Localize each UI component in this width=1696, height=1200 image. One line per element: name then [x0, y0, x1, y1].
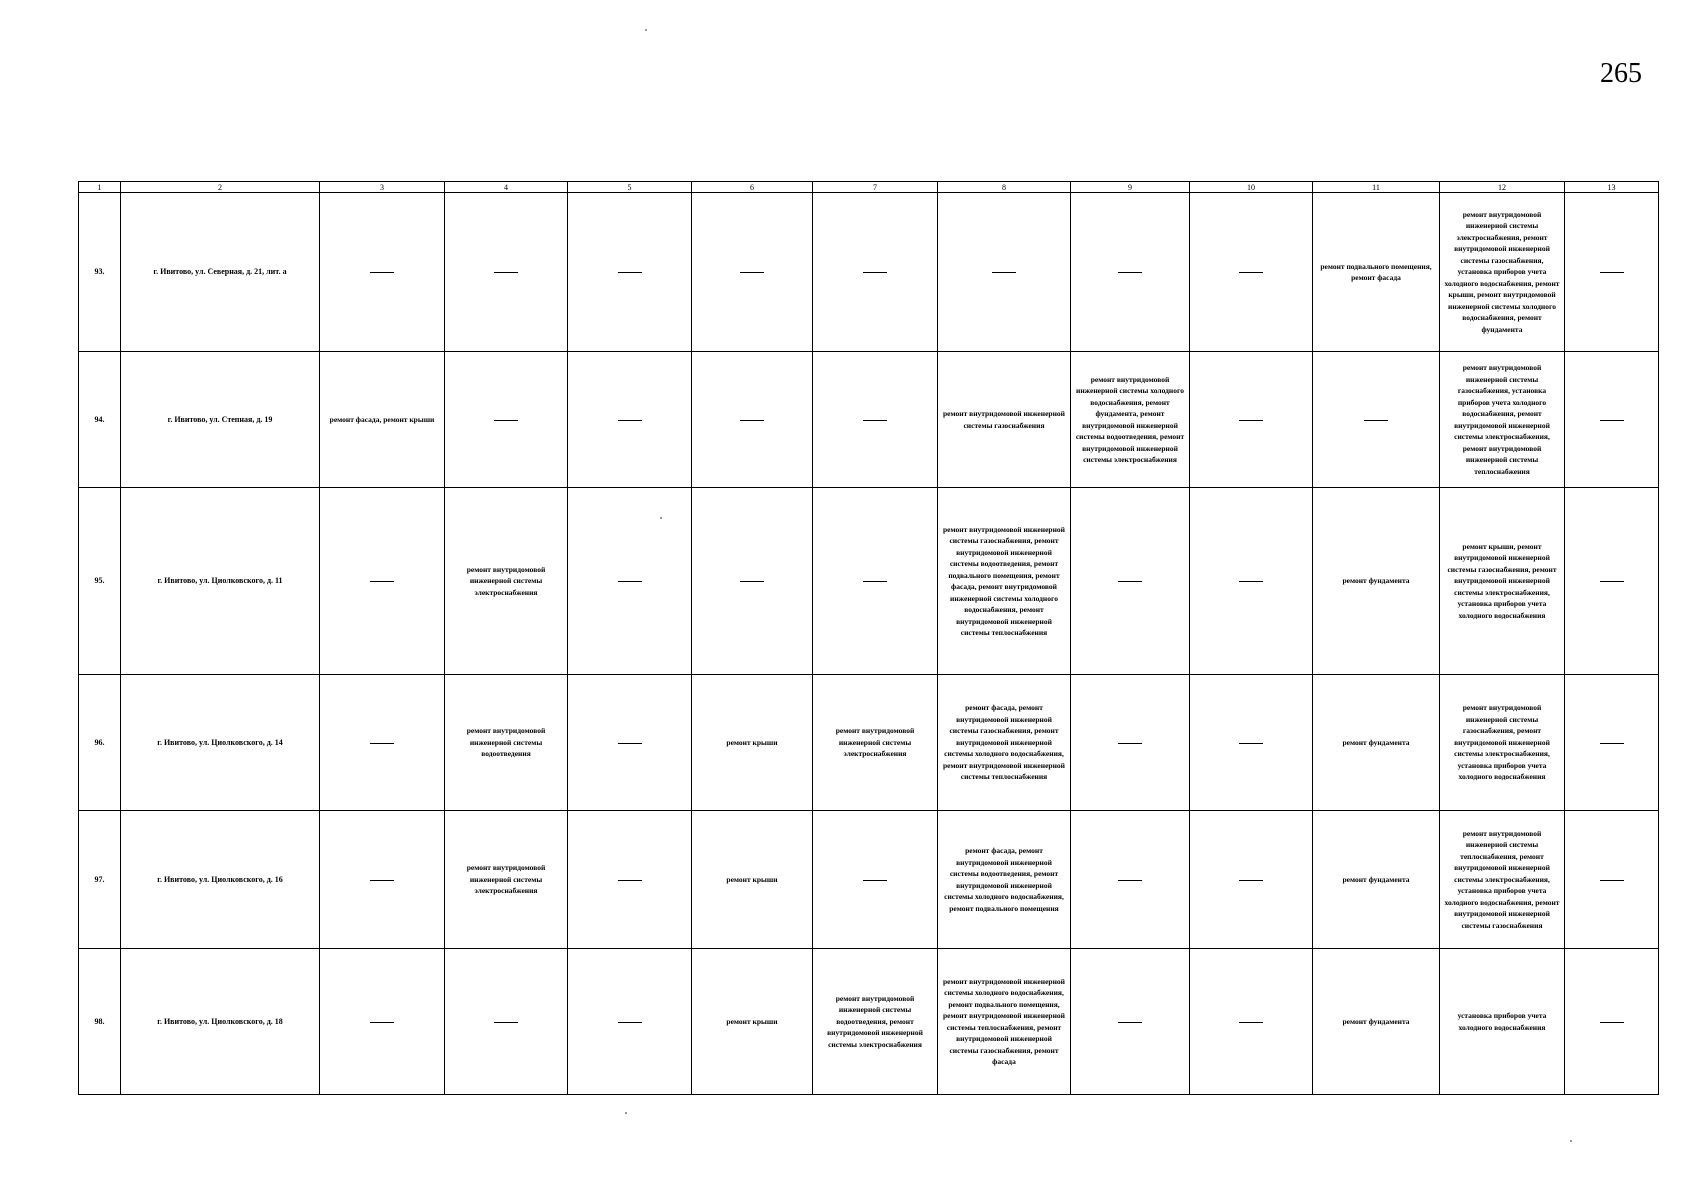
column-number-header: 9 [1071, 182, 1190, 193]
empty-dash-cell [320, 488, 445, 675]
table-row [79, 488, 1659, 675]
empty-dash-cell [813, 193, 938, 352]
work-cell: ремонт крыши [692, 675, 813, 811]
work-cell: ремонт внутридомовой инженерной системы газоснабжения [938, 352, 1071, 488]
empty-dash-cell [1071, 193, 1190, 352]
dash-mark [863, 272, 887, 273]
empty-dash-cell [1071, 949, 1190, 1095]
empty-dash-cell [1190, 352, 1313, 488]
dash-mark [1239, 420, 1263, 421]
table-body [79, 193, 1659, 1095]
work-cell: ремонт внутридомовой инженерной системы газоснабжения, ремонт внутридомовой инженерной системы электроснабжения, установка приборов учета холодного водоснабжения [1440, 675, 1565, 811]
dash-mark [1239, 743, 1263, 744]
address-cell: г. Ивитово, ул. Циолковского, д. 14 [121, 675, 320, 811]
dash-mark [618, 420, 642, 421]
dash-mark [370, 272, 394, 273]
column-number-header: 1 [79, 182, 121, 193]
scan-speck [1570, 1140, 1572, 1142]
work-cell: ремонт внутридомовой инженерной системы электроснабжения [813, 675, 938, 811]
address-cell: г. Ивитово, ул. Циолковского, д. 11 [121, 488, 320, 675]
empty-dash-cell [445, 193, 568, 352]
work-cell: ремонт фундамента [1313, 488, 1440, 675]
empty-dash-cell [1190, 949, 1313, 1095]
empty-dash-cell [1565, 193, 1659, 352]
work-cell: ремонт фундамента [1313, 675, 1440, 811]
empty-dash-cell [568, 352, 692, 488]
address-cell: г. Ивитово, ул. Северная, д. 21, лит. а [121, 193, 320, 352]
work-cell: ремонт внутридомовой инженерной системы газоснабжения, ремонт внутридомовой инженерной системы водоотведения, ремонт подвального помещения, ремонт фасада, ремонт внутридомовой инженерной системы холодного водоснабжения, ремонт внутридомовой инженерной системы теплоснабжения [938, 488, 1071, 675]
empty-dash-cell [1071, 488, 1190, 675]
dash-mark [1600, 272, 1624, 273]
table-row [79, 675, 1659, 811]
row-number: 95. [79, 488, 121, 675]
row-number: 94. [79, 352, 121, 488]
column-number-header: 7 [813, 182, 938, 193]
column-number-header: 6 [692, 182, 813, 193]
work-cell: ремонт внутридомовой инженерной системы электроснабжения, ремонт внутридомовой инженерной системы газоснабжения, установка приборов учета холодного водоснабжения, ремонт крыши, ремонт внутридомовой инженерной системы холодного водоснабжения, ремонт фундамента [1440, 193, 1565, 352]
dash-mark [1239, 581, 1263, 582]
dash-mark [1118, 1022, 1142, 1023]
empty-dash-cell [1190, 488, 1313, 675]
empty-dash-cell [1190, 811, 1313, 949]
dash-mark [370, 581, 394, 582]
dash-mark [1600, 581, 1624, 582]
dash-mark [863, 880, 887, 881]
dash-mark [370, 743, 394, 744]
dash-mark [740, 581, 764, 582]
dash-mark [1239, 880, 1263, 881]
dash-mark [370, 1022, 394, 1023]
empty-dash-cell [938, 193, 1071, 352]
work-cell: ремонт внутридомовой инженерной системы холодного водоснабжения, ремонт подвального помещения, ремонт внутридомовой инженерной системы теплоснабжения, ремонт внутридомовой инженерной системы газоснабжения, ремонт фасада [938, 949, 1071, 1095]
dash-mark [618, 880, 642, 881]
column-number-row [79, 182, 1659, 193]
empty-dash-cell [320, 193, 445, 352]
dash-mark [1239, 1022, 1263, 1023]
empty-dash-cell [1071, 811, 1190, 949]
dash-mark [370, 880, 394, 881]
column-number-header: 2 [121, 182, 320, 193]
dash-mark [1364, 420, 1388, 421]
repair-schedule-table [78, 181, 1659, 1095]
dash-mark [863, 581, 887, 582]
dash-mark [863, 420, 887, 421]
scan-speck [625, 1112, 627, 1114]
work-cell: ремонт внутридомовой инженерной системы водоотведения [445, 675, 568, 811]
empty-dash-cell [1565, 488, 1659, 675]
scan-speck [645, 29, 647, 31]
dash-mark [1600, 420, 1624, 421]
dash-mark [1239, 272, 1263, 273]
empty-dash-cell [568, 949, 692, 1095]
empty-dash-cell [320, 675, 445, 811]
empty-dash-cell [1313, 352, 1440, 488]
dash-mark [740, 420, 764, 421]
work-cell: ремонт крыши, ремонт внутридомовой инженерной системы газоснабжения, ремонт внутридомовой инженерной системы электроснабжения, установка приборов учета холодного водоснабжения [1440, 488, 1565, 675]
dash-mark [1118, 272, 1142, 273]
empty-dash-cell [692, 488, 813, 675]
column-number-header: 11 [1313, 182, 1440, 193]
work-cell: ремонт внутридомовой инженерной системы теплоснабжения, ремонт внутридомовой инженерной системы электроснабжения, установка приборов учета холодного водоснабжения, ремонт внутридомовой инженерной системы газоснабжения [1440, 811, 1565, 949]
empty-dash-cell [1565, 811, 1659, 949]
empty-dash-cell [445, 949, 568, 1095]
empty-dash-cell [1565, 352, 1659, 488]
dash-mark [494, 1022, 518, 1023]
work-cell: ремонт фасада, ремонт внутридомовой инженерной системы водоотведения, ремонт внутридомовой инженерной системы холодного водоснабжения, ремонт подвального помещения [938, 811, 1071, 949]
work-cell: ремонт внутридомовой инженерной системы холодного водоснабжения, ремонт фундамента, ремонт внутридомовой инженерной системы водоотведения, ремонт внутридомовой инженерной системы электроснабжения [1071, 352, 1190, 488]
row-number: 97. [79, 811, 121, 949]
empty-dash-cell [568, 675, 692, 811]
address-cell: г. Ивитово, ул. Степная, д. 19 [121, 352, 320, 488]
table-row [79, 352, 1659, 488]
row-number: 96. [79, 675, 121, 811]
empty-dash-cell [1190, 193, 1313, 352]
empty-dash-cell [568, 488, 692, 675]
table-row [79, 811, 1659, 949]
row-number: 93. [79, 193, 121, 352]
address-cell: г. Ивитово, ул. Циолковского, д. 16 [121, 811, 320, 949]
column-number-header: 4 [445, 182, 568, 193]
work-cell: ремонт фасада, ремонт крыши [320, 352, 445, 488]
column-number-header: 8 [938, 182, 1071, 193]
work-cell: ремонт фасада, ремонт внутридомовой инженерной системы газоснабжения, ремонт внутридомовой инженерной системы холодного водоснабжения, ремонт внутридомовой инженерной системы теплоснабжения [938, 675, 1071, 811]
column-number-header: 5 [568, 182, 692, 193]
dash-mark [1600, 743, 1624, 744]
dash-mark [1118, 743, 1142, 744]
address-cell: г. Ивитово, ул. Циолковского, д. 18 [121, 949, 320, 1095]
empty-dash-cell [813, 352, 938, 488]
dash-mark [494, 272, 518, 273]
empty-dash-cell [813, 811, 938, 949]
empty-dash-cell [1190, 675, 1313, 811]
work-cell: ремонт внутридомовой инженерной системы газоснабжения, установка приборов учета холодного водоснабжения, ремонт внутридомовой инженерной системы электроснабжения, ремонт внутридомовой инженерной системы теплоснабжения [1440, 352, 1565, 488]
table-row [79, 949, 1659, 1095]
table-row [79, 193, 1659, 352]
page-number: 265 [1600, 58, 1642, 89]
work-cell: ремонт крыши [692, 811, 813, 949]
dash-mark [992, 272, 1016, 273]
column-number-header: 13 [1565, 182, 1659, 193]
empty-dash-cell [568, 811, 692, 949]
empty-dash-cell [445, 352, 568, 488]
work-cell: ремонт внутридомовой инженерной системы электроснабжения [445, 488, 568, 675]
dash-mark [618, 1022, 642, 1023]
dash-mark [740, 272, 764, 273]
work-cell: ремонт подвального помещения, ремонт фасада [1313, 193, 1440, 352]
column-number-header: 3 [320, 182, 445, 193]
dash-mark [618, 743, 642, 744]
column-number-header: 10 [1190, 182, 1313, 193]
dash-mark [1118, 581, 1142, 582]
dash-mark [494, 420, 518, 421]
empty-dash-cell [320, 949, 445, 1095]
empty-dash-cell [692, 193, 813, 352]
work-cell: ремонт крыши [692, 949, 813, 1095]
work-cell: ремонт фундамента [1313, 949, 1440, 1095]
empty-dash-cell [320, 811, 445, 949]
dash-mark [1600, 1022, 1624, 1023]
empty-dash-cell [813, 488, 938, 675]
work-cell: ремонт внутридомовой инженерной системы электроснабжения [445, 811, 568, 949]
empty-dash-cell [692, 352, 813, 488]
work-cell: ремонт внутридомовой инженерной системы водоотведения, ремонт внутридомовой инженерной системы электроснабжения [813, 949, 938, 1095]
dash-mark [618, 581, 642, 582]
work-cell: установка приборов учета холодного водоснабжения [1440, 949, 1565, 1095]
work-cell: ремонт фундамента [1313, 811, 1440, 949]
empty-dash-cell [1071, 675, 1190, 811]
dash-mark [1118, 880, 1142, 881]
empty-dash-cell [1565, 949, 1659, 1095]
column-number-header: 12 [1440, 182, 1565, 193]
dash-mark [1600, 880, 1624, 881]
row-number: 98. [79, 949, 121, 1095]
empty-dash-cell [568, 193, 692, 352]
empty-dash-cell [1565, 675, 1659, 811]
dash-mark [618, 272, 642, 273]
